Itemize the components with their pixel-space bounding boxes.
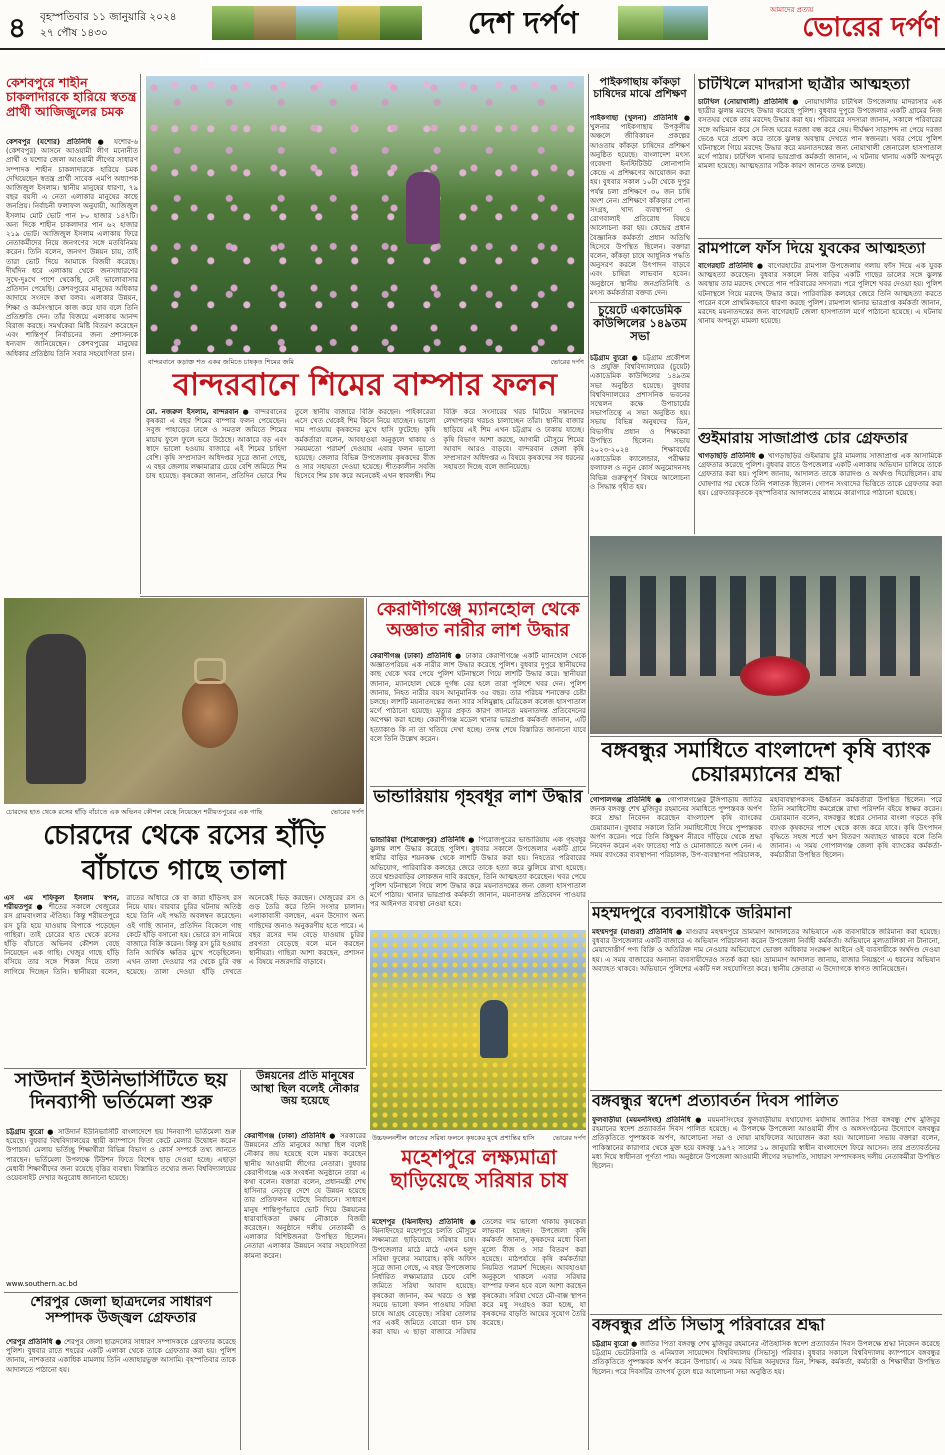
southern-dateline: চট্টগ্রাম ব্যুরো ● (6, 1128, 55, 1136)
paikgachha-dateline: পাইকগাছা (খুলনা) প্রতিনিধি ● (590, 114, 690, 122)
southern-body: সাউদার্ন ইউনিভার্সিটি বাংলাদেশে ছয় দিনব্যাপী ভর্তিমেলা শুরু হয়েছে। বুধবার বিশ্ববিদ্যালয়ের স্থায়ী ক্যাম্পাসে ফিতা কেটে মেলার উদ্বোধন করেন উপাচার্য। মেলায় ভর্তিচ্ছু শিক্ষার্থীরা বিভিন্ন বিভাগ ও কোর্স সম্পর্কে তথ্য জানতে পারছেন। ভর্তিমেলা উপলক্ষে টিউশন ফিতে বিশেষ ছাড় দেওয়া হচ্ছে। এছাড়া মেধাবী শিক্ষার্থীদের জন্য রয়েছে বৃত্তির ব্যবস্থা। বিস্তারিত তথ্যের জন্য বিশ্ববিদ্যালয়ের ওয়েবসাইট দেখার অনুরোধ জানানো হয়েছে। (6, 1128, 236, 1183)
mustard-dateline: মহেশপুর (ঝিনাইদহ) প্রতিনিধি ● (372, 1218, 476, 1226)
tribute-body: গোপালগঞ্জের টুঙ্গিপাড়ায় জাতির জনক বঙ্গবন্ধু শেখ মুজিবুর রহমানের সমাধিতে পুষ্পস্তবক অর্পণ করে শ্রদ্ধা নিবেদন করেছেন বাংলাদেশ কৃষি ব্যাংকের চেয়ারম্যান। বুধবার সকালে তিনি সমাধিসৌধে গিয়ে পুষ্পস্তবক অর্পণ করেন। পরে তিনি কিছুক্ষণ নীরবে দাঁড়িয়ে থেকে শ্রদ্ধা নিবেদন করেন এবং ফাতেহা পাঠ ও মোনাজাতে অংশ নেন। এ সময় ব্যাংকের ব্যবস্থাপনা পরিচালক, উপ-ব্যবস্থাপনা পরিচালক, মহাব্যবস্থাপকসহ ঊর্ধ্বতন কর্মকর্তারা উপস্থিত ছিলেন। পরে তিনি সমাধিসৌধ কমপ্লেক্সে রাখা পরিদর্শন বইয়ে স্বাক্ষর করেন। চেয়ারম্যান বলেন, বঙ্গবন্ধুর স্বপ্নের সোনার বাংলা গড়তে কৃষি ব্যাংক কৃষকদের পাশে থেকে কাজ করে যাবে। কৃষি উৎপাদন বৃদ্ধিতে সহজ শর্তে ঋণ বিতরণ অব্যাহত থাকবে বলে তিনি জানান। এ সময় গোপালগঞ্জ জেলা কৃষি ব্যাংকের কর্মকর্তা-কর্মচারীরা উপস্থিত ছিলেন। (590, 796, 942, 860)
development-dateline: কেরাণীগঞ্জ (ঢাকা) প্রতিনিধি ● (244, 1132, 337, 1140)
mustard-farmer-figure (480, 1000, 508, 1058)
date-sap-photo-credit: ভোরের দর্পণ (330, 808, 364, 816)
mustard-photo-credit: ভোরের দর্পণ (552, 1134, 586, 1142)
date-sap-photo-caption: চোরদের হাত থেকে রসের হাঁড়ি বাঁচাতে এক অভিনব কৌশল বেছে নিয়েছেন শরীয়তপুরের এক গাছি (6, 808, 263, 816)
development-body: সরকারের উন্নয়নের প্রতি মানুষের আস্থা ছিল বলেই নৌকার জয় হয়েছে বলে মন্তব্য করেছেন স্থানীয় আওয়ামী লীগের নেতারা। বুধবার কেরাণীগঞ্জে এক সংবর্ধনা অনুষ্ঠানে তারা এ কথা বলেন। বক্তারা বলেন, প্রধানমন্ত্রী শেখ হাসিনার নেতৃত্বে দেশে যে উন্নয়ন হয়েছে তার প্রতিফলন ঘটেছে নির্বাচনে। সাধারণ মানুষ শান্তিপূর্ণভাবে ভোট দিয়ে উন্নয়নের ধারাবাহিকতা রক্ষায় নৌকাকে বিজয়ী করেছেন। অনুষ্ঠানে দলীয় নেতাকর্মী ও এলাকার বিশিষ্টজনরা উপস্থিত ছিলেন। নেতারা এলাকার উন্নয়নে সবার সহযোগিতা কামনা করেন। (244, 1132, 366, 1260)
lock-chain-figure (194, 658, 226, 684)
date-sap-dateline: এস এম শফিকুল ইসলাম স্বপন, শরীয়তপুর ● (4, 894, 120, 912)
southern-website: www.southern.ac.bd (6, 1280, 78, 1288)
guimara-headline: গুইমারায় সাজাপ্রাপ্ত চোর গ্রেফতার (698, 430, 908, 447)
sherpur-headline: শেরপুর জেলা ছাত্রদলের সাধারণ সম্পাদক উজ্জ্বল গ্রেফতার (30, 1294, 212, 1327)
phulbaria-dateline: ফুলবাড়ীয়া (ময়মনসিংহ) প্রতিনিধি ● (592, 1116, 704, 1124)
guimara-body: খাগড়াছড়ির গুইমারায় চুরি মামলায় সাজাপ্রাপ্ত এক আসামিকে গ্রেফতার করেছে পুলিশ। বুধবার রাতে উপজেলার একটি এলাকায় অভিযান চালিয়ে তাকে গ্রেফতার করা হয়। পুলিশ জানায়, আদালত তাকে কারাদণ্ড ও অর্থদণ্ড দিয়েছিলেন। রায় ঘোষণার পর থেকে তিনি পলাতক ছিলেন। গোপন সংবাদের ভিত্তিতে তাকে গ্রেফতার করা হয়। গ্রেফতারকৃতকে বৃহস্পতিবার আদালতের মাধ্যমে কারাগারে পাঠানো হয়েছে। (698, 452, 942, 497)
tribute-dateline: গোপালগঞ্জ প্রতিনিধি ● (590, 796, 664, 804)
civasu-dateline: চট্টগ্রাম ব্যুরো ● (592, 1340, 638, 1348)
mustard-headline: মহেশপুরে লক্ষ্যমাত্রা ছাড়িয়েছে সরিষার চাষ (390, 1146, 568, 1192)
mohammadpur-dateline: মহম্মদপুর (মাগুরা) প্রতিনিধি ● (592, 928, 683, 936)
rampal-headline: রামপালে ফাঁস দিয়ে যুবকের আত্মহত্যা (698, 240, 926, 257)
civasu-headline: বঙ্গবন্ধুর প্রতি সিভাসু পরিবারের শ্রদ্ধা (592, 1316, 825, 1334)
bean-headline: বান্দরবানে শিমের বাম্পার ফলন (172, 367, 558, 403)
bhandaria-headline: ভান্ডারিয়ায় গৃহবধূর লাশ উদ্ধার (373, 788, 583, 807)
bean-field-photo (146, 76, 584, 354)
chatkhil-headline: চাটখিলে মাদরাসা ছাত্রীর আত্মহত্যা (698, 76, 910, 93)
kesabpur-body: যশোর-৬ (কেশবপুর) আসনে আওয়ামী লীগ মনোনীত প্রার্থী ও যশোর জেলা আওয়ামী লীগের সাধারণ সম্পাদক শাহীন চাকলাদারকে হারিয়ে চমক দেখিয়েছেন স্বতন্ত্র প্রার্থী সাবেক এমপি অধ্যাপক আজিজুল ইসলাম। স্থানীয় মানুষের ধারণা, ৭৯ বছর বয়সী এ নেতা এলাকার মানুষের কাছে জনপ্রিয়। নির্বাচনী ফলাফল অনুযায়ী, আজিজুল ইসলাম মোট ভোট পান ৮০ হাজার ১৪৭টি। অন্য দিকে শাহীন চাকলাদার পান ৬২ হাজার ২১৯ ভোট। আজিজুল ইসলাম এলাকায় ফিরে নেতাকর্মীদের নিয়ে জনগণের সঙ্গে মতবিনিময় করেন। তিনি বলেন, জনগণ উন্নয়ন চায়, তাই তারা ভোট দিয়ে আমাকে বিজয়ী করেছে। দীর্ঘদিন ধরে এলাকায় থেকে জনসাধারণের সুখে-দুঃখে পাশে থেকেছি, সেই ভালোবাসার প্রতিদান পেয়েছি। কেশবপুরের মানুষের অধিকার আদায়ে সংসদে কথা বলব। এলাকার উন্নয়ন, শিক্ষা ও কর্মসংস্থানে কাজ করে যাব বলে তিনি প্রতিশ্রুতি দেন। তাঁর বিজয়ে এলাকায় আনন্দ বিরাজ করছে। সমর্থকেরা মিষ্টি বিতরণ করেছেন এবং শান্তিপূর্ণ নির্বাচনের জন্য প্রশাসনকে ধন্যবাদ জানিয়েছেন। কেশবপুরের মানুষের অধিকার প্রতিষ্ঠায় তিনি সবার সহযোগিতা চান। (6, 138, 138, 358)
farmer-figure (406, 172, 440, 244)
mustard-photo-caption: উচ্চফলনশীল জাতের সরিষা ফলনে কৃষকের মুখে প্রশান্তির হাসি (372, 1134, 535, 1142)
southern-headline: সাউদার্ন ইউনিভার্সিটিতে ছয় দিনব্যাপী ভর্তিমেলা শুরু (14, 1070, 228, 1113)
kesabpur-dateline: কেশবপুর (যশোর) প্রতিনিধি ● (6, 138, 108, 146)
bhandaria-body: পিরোজপুরের ভান্ডারিয়ায় এক গৃহবধূর ঝুলন্ত লাশ উদ্ধার করেছে পুলিশ। বুধবার সকালে উপজেলার একটি গ্রামে স্বামীর বাড়ির শয়নকক্ষ থেকে লাশটি উদ্ধার করা হয়। নিহতের পরিবারের অভিযোগ, পারিবারিক কলহের জেরে তাকে হত্যা করে ঝুলিয়ে রাখা হয়েছে। তবে শ্বশুরবাড়ির লোকজন দাবি করছেন, তিনি আত্মহত্যা করেছেন। খবর পেয়ে পুলিশ ঘটনাস্থলে গিয়ে লাশ উদ্ধার করে ময়নাতদন্তের জন্য জেলা হাসপাতাল মর্গে পাঠায়। থানার ভারপ্রাপ্ত কর্মকর্তা জানান, ময়নাতদন্ত প্রতিবেদন পাওয়ার পর আইনগত ব্যবস্থা নেওয়া হবে। (370, 836, 586, 909)
date-sap-body: শীতের সকালে খেজুরের রস গ্রামবাংলার ঐতিহ্য। কিন্তু শরীয়তপুরে রস চুরি হয়ে যাওয়ায় বিপাকে পড়েছেন গাছিরা। তাই চোরের হাত থেকে রসের হাঁড়ি বাঁচাতে অভিনব কৌশল বেছে নিয়েছেন এক গাছি। খেজুর গাছে হাঁড়ি বসিয়ে তার সঙ্গে শিকল দিয়ে তালা লাগিয়ে দিচ্ছেন তিনি। স্থানীয়রা বলেন, রাতের আঁধারে কে বা কারা হাঁড়িসহ রস নিয়ে যায়। বারবার চুরির ঘটনায় অতিষ্ঠ হয়ে তিনি এই পদ্ধতি অবলম্বন করেছেন। ওই গাছি জানান, প্রতিদিন বিকেলে গাছ কেটে হাঁড়ি বসানো হয়। ভোরে রস নামিয়ে বাজারে বিক্রি করেন। কিন্তু রস চুরি হওয়ায় তিনি আর্থিক ক্ষতির মুখে পড়েছিলেন। এখন তালা দেওয়ার পর থেকে চুরি বন্ধ হয়েছে। তালা দেওয়া হাঁড়ি দেখতে অনেকেই ভিড় করছেন। খেজুরের রস ও গুড় তৈরি করে তিনি সংসার চালান। এলাকাবাসী বলছেন, এমন উদ্যোগ অন্য গাছিদের জন্যও অনুকরণীয় হতে পারে। এ বছর রসের দাম বেড়ে যাওয়ায় চুরির প্রবণতা বেড়েছে বলে মনে করছেন স্থানীয়রা। গাছিরা আশা করছেন, প্রশাসন এ বিষয়ে নজরদারি বাড়াবে। (4, 894, 364, 976)
kesabpur-headline: কেশবপুরে শাহীন চাকলাদারকে হারিয়ে স্বতন্ত্র প্রার্থী আজিজুলের চমক (6, 76, 137, 119)
development-headline: উন্নয়নের প্রতি মানুষের আস্থা ছিল বলেই নৌকার জয় হয়েছে (250, 1070, 360, 1108)
newspaper-logo: ভোরের দর্পণ (802, 12, 940, 43)
mohammadpur-headline: মহম্মদপুরে ব্যবসায়ীকে জরিমানা (592, 904, 792, 922)
bean-body: বান্দরবানের কৃষকরা এ বছর শিমের বাম্পার ফলন পেয়েছেন। সবুজ পাহাড়ের ঢালে ও সমতল জমিতে শিমের মাচায় ফুলে ফুলে ভরে উঠেছে। আকারে বড় এবং স্বাদে ভালো হওয়ায় বাজারে এই শিমের চাহিদা বেশি। কৃষি সম্প্রসারণ অধিদপ্তর সূত্রে জানা গেছে, এ বছর জেলায় লক্ষ্যমাত্রার চেয়ে বেশি জমিতে শিম চাষ হয়েছে। কৃষকেরা জানান, প্রতিদিন ভোরে শিম তুলে স্থানীয় বাজারে বিক্রি করছেন। পাইকারেরা এসে খেত থেকেই শিম কিনে নিয়ে যাচ্ছেন। ভালো দাম পাওয়ায় কৃষকদের মুখে হাসি ফুটেছে। কৃষি কর্মকর্তারা বলেন, আবহাওয়া অনুকূলে থাকায় ও সময়মতো পরামর্শ দেওয়ায় এবার ফলন ভালো হয়েছে। জেলার বিভিন্ন উপজেলায় কৃষকদের বীজ ও সার সহায়তা দেওয়া হয়েছে। শীতকালীন সবজি হিসেবে শিম চাষ করে অনেকেই এখন স্বাবলম্বী। শিম বিক্রি করে সংসারের খরচ মিটিয়ে সন্তানদের লেখাপড়ার খরচও চালাচ্ছেন তাঁরা। স্থানীয় বাজার ছাড়িয়ে এই শিম এখন চট্টগ্রাম ও ঢাকায় যাচ্ছে। কৃষি বিভাগ আশা করছে, আগামী মৌসুমে শিমের আবাদ আরও বাড়বে। বান্দরবান জেলা কৃষি সম্প্রসারণ অধিদপ্তর এ বিষয়ে কৃষকদের সব ধরনের সহায়তা দিচ্ছে বলে জানিয়েছে। (146, 408, 584, 481)
rampal-dateline: বাগেরহাট প্রতিনিধি ● (698, 262, 765, 270)
tribute-headline: বঙ্গবন্ধুর সমাধিতে বাংলাদেশ কৃষি ব্যাংক চেয়ারম্যানের শ্রদ্ধা (601, 738, 931, 787)
keraniganj-body: ঢাকার কেরাণীগঞ্জে একটি ম্যানহোল থেকে অজ্ঞাতপরিচয় এক নারীর লাশ উদ্ধার করেছে পুলিশ। বুধবার দুপুরে স্থানীয়দের কাছ থেকে খবর পেয়ে পুলিশ ঘটনাস্থলে গিয়ে লাশটি উদ্ধার করে। স্থানীয়রা জানান, ম্যানহোল থেকে দুর্গন্ধ বের হলে তারা পুলিশে খবর দেন। পুলিশ জানায়, নিহত নারীর বয়স আনুমানিক ৩৫ বছর। তার পরিচয় শনাক্তের চেষ্টা চলছে। লাশটি ময়নাতদন্তের জন্য স্যার সলিমুল্লাহ মেডিকেল কলেজ হাসপাতাল মর্গে পাঠানো হয়েছে। মৃত্যুর প্রকৃত কারণ জানতে ময়নাতদন্ত প্রতিবেদনের অপেক্ষা করা হচ্ছে। কেরাণীগঞ্জ মডেল থানার ভারপ্রাপ্ত কর্মকর্তা জানান, এটি হত্যাকাণ্ড কি না তা খতিয়ে দেখা হচ্ছে। তদন্ত শেষে বিস্তারিত জানানো যাবে বলে তিনি উল্লেখ করেন। (370, 652, 586, 743)
chuet-dateline: চট্টগ্রাম ব্যুরো ● (590, 354, 640, 362)
tribute-ceremony-photo (590, 536, 942, 734)
header-date-line-1: বৃহস্পতিবার ১১ জানুয়ারি ২০২৪ (40, 11, 177, 23)
paikgachha-body: খুলনার পাইকগাছায় উপকূলীয় অঞ্চলে জীবিকায়ন প্রকল্পের আওতায় কাঁকড়া চাষিদের প্রশিক্ষণ অনুষ্ঠিত হয়েছে। বাংলাদেশ মৎস্য গবেষণা ইনস্টিটিউট লোনাপানি কেন্দ্রে এ প্রশিক্ষণের আয়োজন করা হয়। বুধবার সকাল ১০টা থেকে দুপুর পর্যন্ত চলা প্রশিক্ষণে ৩০ জন চাষি অংশ নেন। প্রশিক্ষণে কাঁকড়ার পোনা সংগ্রহ, খাদ্য ব্যবস্থাপনা ও রোগবালাই প্রতিরোধ বিষয়ে আলোচনা করা হয়। কেন্দ্রের প্রধান বৈজ্ঞানিক কর্মকর্তা প্রধান অতিথি হিসেবে উপস্থিত ছিলেন। বক্তারা বলেন, কাঁকড়া চাষে আধুনিক পদ্ধতি অনুসরণ করলে উৎপাদন বাড়বে এবং চাষিরা লাভবান হবেন। অনুষ্ঠানে স্থানীয় জনপ্রতিনিধি ও মৎস্য কর্মকর্তারা বক্তব্য দেন। (590, 123, 690, 297)
phulbaria-body: ময়মনসিংহের ফুলবাড়ীয়ায় যথাযোগ্য মর্যাদায় জাতির পিতা বঙ্গবন্ধু শেখ মুজিবুর রহমানের স্বদেশ প্রত্যাবর্তন দিবস পালিত হয়েছে। এ উপলক্ষে উপজেলা আওয়ামী লীগ ও অঙ্গসংগঠনের উদ্যোগে বঙ্গবন্ধুর প্রতিকৃতিতে পুষ্পস্তবক অর্পণ, আলোচনা সভা ও দোয়া মাহফিলের আয়োজন করা হয়। আলোচনা সভায় বক্তারা বলেন, পাকিস্তানের কারাগার থেকে মুক্ত হয়ে বঙ্গবন্ধু ১৯৭২ সালের ১০ জানুয়ারি স্বাধীন বাংলাদেশে ফিরে আসেন। তার প্রত্যাবর্তনের মধ্য দিয়ে স্বাধীনতা পূর্ণতা পায়। অনুষ্ঠানে উপজেলা আওয়ামী লীগের সভাপতি, সাধারণ সম্পাদকসহ দলীয় নেতাকর্মীরা উপস্থিত ছিলেন। (592, 1116, 940, 1171)
tapper-figure (26, 634, 86, 784)
keraniganj-headline: কেরাণীগঞ্জে ম্যানহোল থেকে অজ্ঞাত নারীর লাশ উদ্ধার (376, 600, 580, 641)
bean-photo-caption: বান্দরবানে কড়াক্ত শত একর জমিতে চাষকৃত শিমের জমি (148, 358, 294, 366)
header-date-line-2: ২৭ পৌষ ১৪৩০ (40, 27, 108, 39)
chatkhil-body: নোয়াখালীর চাটখিল উপজেলায় মাদরাসার এক ছাত্রীর ঝুলন্ত মরদেহ উদ্ধার করেছে পুলিশ। বুধবার দুপুরে উপজেলার একটি গ্রামের নিজ বসতঘর থেকে তার মরদেহ উদ্ধার করা হয়। পরিবারের সদস্যরা জানান, সকালে পরিবারের সঙ্গে অভিমান করে সে নিজ ঘরের দরজা বন্ধ করে দেয়। দীর্ঘক্ষণ সাড়াশব্দ না পেয়ে দরজা ভেঙে ঘরে প্রবেশ করে তাকে ঝুলন্ত অবস্থায় দেখতে পান স্বজনরা। খবর পেয়ে পুলিশ ঘটনাস্থলে গিয়ে মরদেহ উদ্ধার করে ময়নাতদন্তের জন্য নোয়াখালী জেনারেল হাসপাতাল মর্গে পাঠায়। চাটখিল থানার ভারপ্রাপ্ত কর্মকর্তা জানান, এ ঘটনায় থানায় একটি অপমৃত্যু মামলা হয়েছে। আত্মহত্যার সঠিক কারণ জানতে তদন্ত চলছে। (698, 98, 942, 171)
mustard-field-photo (370, 930, 586, 1130)
bhandaria-dateline: ভান্ডারিয়া (পিরোজপুর) প্রতিনিধি ● (370, 836, 476, 844)
section-title: দেশ দর্পণ (467, 6, 579, 41)
mohammadpur-body: মাগুরার মহম্মদপুরে ভ্রাম্যমাণ আদালতের অভিযানে এক ব্যবসায়ীকে জরিমানা করা হয়েছে। বুধবার উপজেলার একটি বাজারে এ অভিযান পরিচালনা করেন উপজেলা নির্বাহী কর্মকর্তা। অভিযানে মূল্যতালিকা না টানানো, মেয়াদোত্তীর্ণ পণ্য বিক্রি ও অতিরিক্ত দাম নেওয়ার অভিযোগে ভোক্তা অধিকার সংরক্ষণ আইনে ওই ব্যবসায়ীকে অর্থদণ্ড দেওয়া হয়। এ সময় বাজারের অন্যান্য ব্যবসায়ীদেরও সতর্ক করা হয়। ভ্রাম্যমাণ আদালত জানায়, বাজার নিয়ন্ত্রণে এ ধরনের অভিযান অব্যাহত থাকবে। অভিযানে পুলিশের একটি দল সহযোগিতা করে। স্থানীয় ক্রেতারা এ উদ্যোগকে স্বাগত জানিয়েছেন। (592, 928, 940, 973)
chuet-headline: চুয়েটে একাডেমিক কাউন্সিলের ১৪৯তম সভা (593, 304, 687, 344)
sherpur-dateline: শেরপুর প্রতিনিধি ● (6, 1338, 62, 1346)
page-header (0, 0, 945, 72)
page-number: ৪ (8, 11, 27, 40)
sherpur-body: শেরপুর জেলা ছাত্রদলের সাধারণ সম্পাদককে গ্রেফতার করেছে পুলিশ। বুধবার রাতে শহরের একটি এলাকা থেকে তাকে গ্রেফতার করা হয়। পুলিশ জানায়, নাশকতার একাধিক মামলায় তিনি এজাহারভুক্ত আসামি। বৃহস্পতিবার তাকে আদালতে পাঠানো হয়। (6, 1338, 236, 1374)
guimara-dateline: খাগড়াছড়ি প্রতিনিধি ● (698, 452, 766, 460)
civasu-body: জাতির পিতা বঙ্গবন্ধু শেখ মুজিবুর রহমানের ঐতিহাসিক স্বদেশ প্রত্যাবর্তন দিবস উপলক্ষে শ্রদ্ধা নিবেদন করেছে চট্টগ্রাম ভেটেরিনারি ও এনিম্যাল সায়েন্সেস বিশ্ববিদ্যালয় (সিভাসু) পরিবার। বুধবার সকালে বিশ্ববিদ্যালয় ক্যাম্পাসে বঙ্গবন্ধুর প্রতিকৃতিতে পুষ্পস্তবক অর্পণ করেন উপাচার্য। এ সময় বিভিন্ন অনুষদের ডিন, শিক্ষক, কর্মকর্তা, কর্মচারী ও শিক্ষার্থীরা উপস্থিত ছিলেন। পরে দিবসটির তাৎপর্য তুলে ধরে আলোচনা সভা অনুষ্ঠিত হয়। (592, 1340, 940, 1376)
paikgachha-headline: পাইকগাছায় কাঁকড়া চাষিদের মাঝে প্রশিক্ষণ (593, 76, 687, 101)
rampal-body: বাগেরহাটের রামপাল উপজেলায় গলায় ফাঁস দিয়ে এক যুবক আত্মহত্যা করেছেন। বুধবার সকালে নিজ বাড়ির একটি গাছের ডালের সঙ্গে ঝুলন্ত অবস্থায় তার মরদেহ দেখতে পান পরিবারের সদস্যরা। পরে পুলিশে খবর দেওয়া হয়। পুলিশ ঘটনাস্থলে গিয়ে মরদেহ উদ্ধার করে। পারিবারিক কলহের জেরে তিনি আত্মহত্যা করতে পারেন বলে প্রাথমিকভাবে ধারণা করছে পুলিশ। রামপাল থানার ভারপ্রাপ্ত কর্মকর্তা জানান, মরদেহ ময়নাতদন্তের জন্য বাগেরহাট জেলা হাসপাতাল মর্গে পাঠানো হয়েছে। এ ঘটনায় থানায় অপমৃত্যু মামলা হয়েছে। (698, 262, 942, 326)
header-photo-strip (212, 6, 422, 40)
bean-photo-credit: ভোরের দর্পণ (550, 358, 584, 366)
logo-tagline: আমাদের প্রত্যয় (770, 6, 814, 14)
keraniganj-dateline: কেরাণীগঞ্জ (ঢাকা) প্রতিনিধি ● (370, 652, 463, 660)
phulbaria-headline: বঙ্গবন্ধুর স্বদেশ প্রত্যাবর্তন দিবস পালিত (592, 1092, 839, 1110)
bean-dateline: মো. নজরুল ইসলাম, বান্দরবান ● (146, 408, 251, 416)
chatkhil-dateline: চাটখিল (নোয়াখালী) প্রতিনিধি ● (698, 98, 801, 106)
date-palm-tapper-photo (4, 598, 364, 804)
wreath-figure (740, 656, 810, 696)
mustard-body: ঝিনাইদহের মহেশপুরে চলতি মৌসুমে লক্ষ্যমাত্রা ছাড়িয়েছে সরিষার চাষ। উপজেলার মাঠে মাঠে এখন হলুদ সরিষা ফুলের সমারোহ। কৃষি অফিস সূত্রে জানা গেছে, এ বছর উপজেলায় নির্ধারিত লক্ষ্যমাত্রার চেয়ে বেশি জমিতে সরিষা আবাদ হয়েছে। কৃষকেরা জানান, কম খরচে ও স্বল্প সময়ে ভালো ফলন পাওয়ায় সরিষা চাষে আগ্রহ বেড়েছে। সরিষা তোলার পর একই জমিতে বোরো ধান চাষ করা যায়। এ ছাড়া বাজারে সরিষার তেলের দাম ভালো থাকায় কৃষকেরা লাভবান হচ্ছেন। উপজেলা কৃষি কর্মকর্তা জানান, কৃষকদের মধ্যে বিনা মূল্যে বীজ ও সার বিতরণ করা হয়েছে। মাঠপর্যায়ে কৃষি কর্মকর্তারা নিয়মিত পরামর্শ দিচ্ছেন। আবহাওয়া অনুকূলে থাকলে এবার সরিষার বাম্পার ফলন হবে বলে আশা করছেন কৃষকেরা। সরিষা খেতে মৌ-বাক্স স্থাপন করে মধু সংগ্রহও করা হচ্ছে, যা কৃষকদের বাড়তি আয়ের সুযোগ তৈরি করেছে। (372, 1218, 586, 1337)
sap-pot-figure (182, 678, 238, 748)
header-photo-strip-right (618, 6, 708, 40)
chuet-body: চট্টগ্রাম প্রকৌশল ও প্রযুক্তি বিশ্ববিদ্যালয়ের (চুয়েট) একাডেমিক কাউন্সিলের ১৪৯তম সভা অনুষ্ঠিত হয়েছে। বুধবার বিশ্ববিদ্যালয়ের প্রশাসনিক ভবনের সম্মেলন কক্ষে উপাচার্যের সভাপতিত্বে এ সভা অনুষ্ঠিত হয়। সভায় বিভিন্ন অনুষদের ডিন, বিভাগীয় প্রধান ও শিক্ষকেরা উপস্থিত ছিলেন। সভায় ২০২৩-২০২৪ শিক্ষাবর্ষের একাডেমিক ক্যালেন্ডার, পরীক্ষার ফলাফল ও নতুন কোর্স অনুমোদনসহ বিভিন্ন গুরুত্বপূর্ণ বিষয়ে আলোচনা ও সিদ্ধান্ত গৃহীত হয়। (590, 354, 690, 491)
date-sap-headline: চোরদের থেকে রসের হাঁড়ি বাঁচাতে গাছে তালা (43, 820, 325, 886)
